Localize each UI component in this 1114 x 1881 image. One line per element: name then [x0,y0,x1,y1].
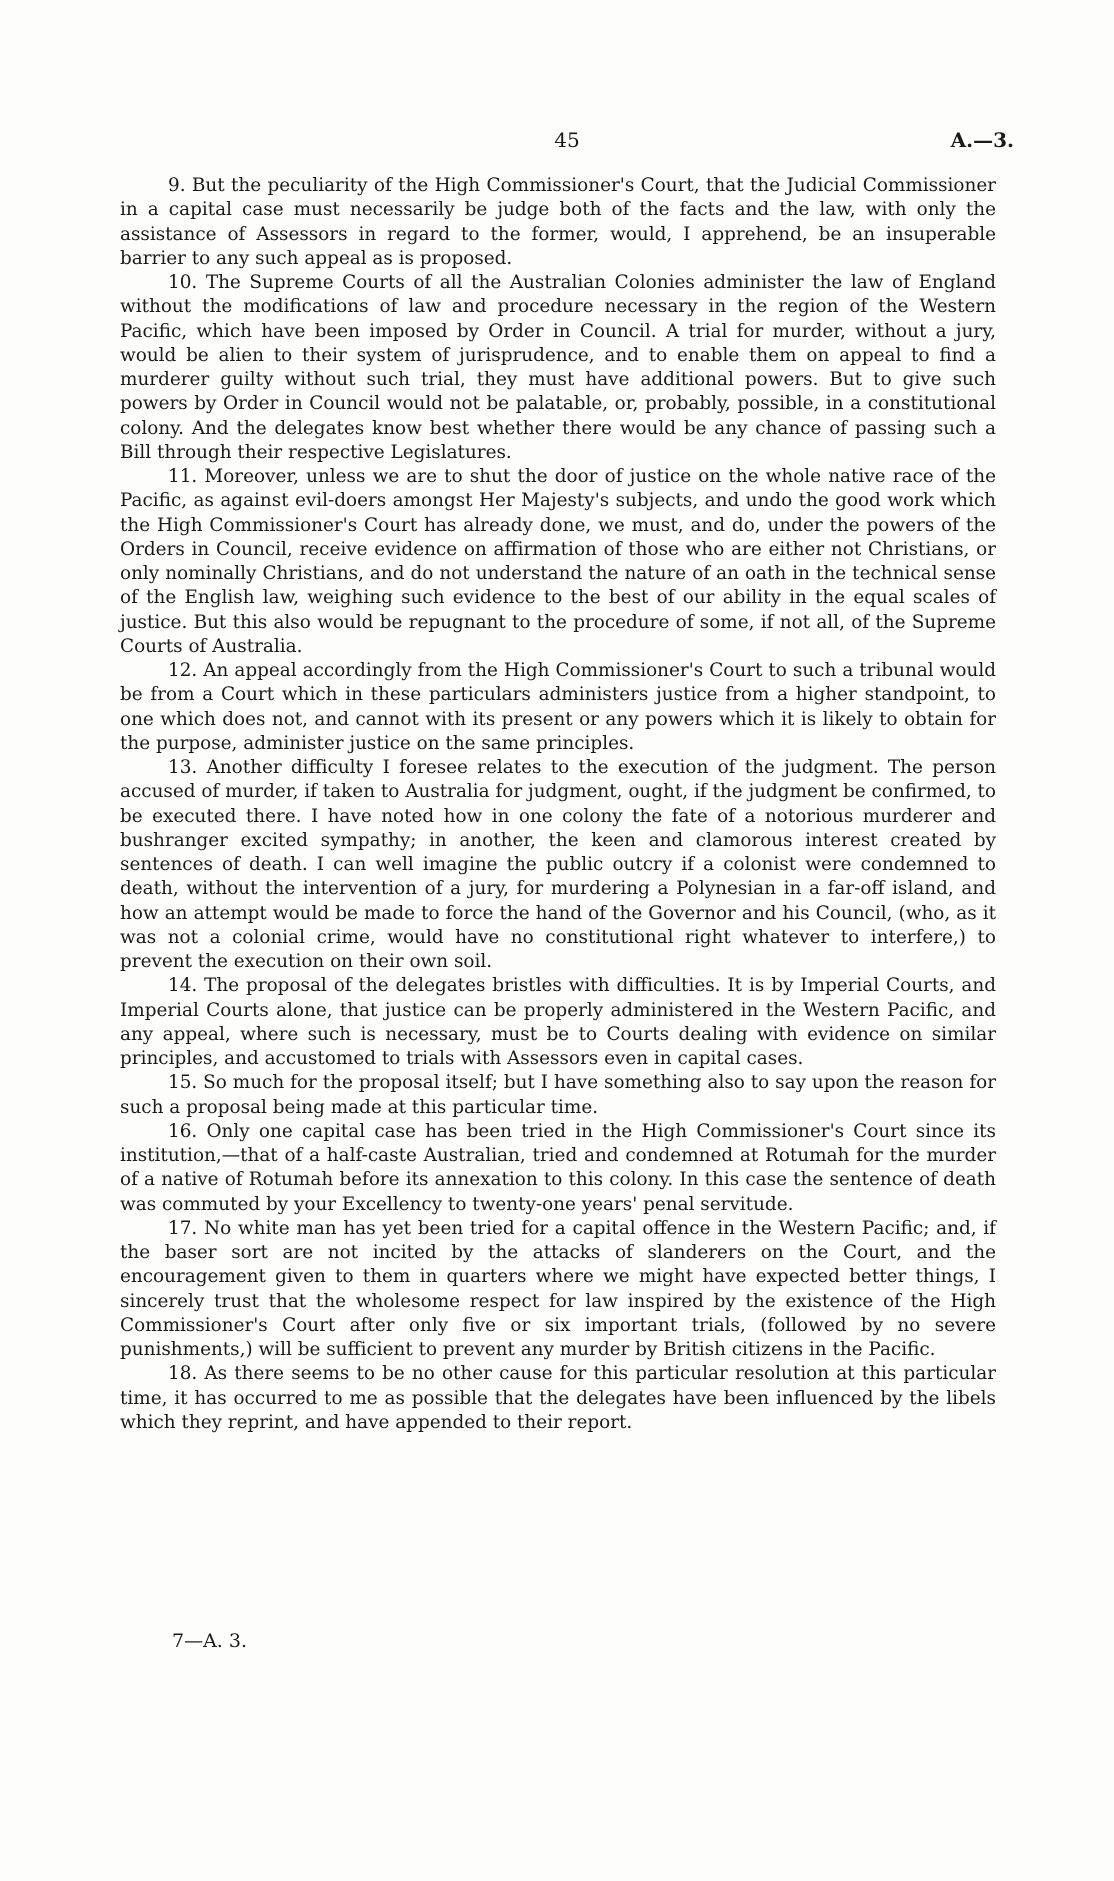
paragraph-13: 13. Another difficulty I foresee relates to the execution of the judgment. The person accused of murder, if taken to Australia for judgment, ought, if the judgment be confirmed, to be executed there. I have noted how in one colony the fate of a notorious murderer and bushranger excited sympathy; in another, the keen and clamorous interest created by sentences of death. I can well imagine the public outcry if a colonist were condemned to death, without the intervention of a jury, for murdering a Polynesian in a far-off island, and how an attempt would be made to force the hand of the Governor and his Council, (who, as it was not a colonial crime, would have no constitutional right whatever to interfere,) to prevent the execution on their own soil. [120,757,996,972]
page-header [120,128,1014,158]
paragraph-9: 9. But the peculiarity of the High Commissioner's Court, that the Judicial Commissioner in a capital case must necessarily be judge both of the facts and the law, with only the assistance of Assessors in regard to the former, would, I apprehend, be an insuperable barrier to any such appeal as is proposed. [120,175,996,269]
paragraph-11: 11. Moreover, unless we are to shut the door of justice on the whole native race of the Pacific, as against evil-doers amongst Her Majesty's subjects, and undo the good work which the High Commissioner's Court has already done, we must, and do, under the powers of the Orders in Council, receive evidence on affirmation of those who are either not Christians, or only nominally Christians, and do not understand the nature of an oath in the technical sense of the English law, weighing such evidence to the best of our ability in the equal scales of justice. But this also would be repugnant to the procedure of some, if not all, of the Supreme Courts of Australia. [120,466,996,657]
paragraph-12: 12. An appeal accordingly from the High Commissioner's Court to such a tribunal would be from a Court which in these particulars administers justice from a higher standpoint, to one which does not, and cannot with its present or any powers which it is likely to obtain for the purpose, administer justice on the same principles. [120,660,996,754]
paragraph-14: 14. The proposal of the delegates bristles with difficulties. It is by Imperial Courts, and Imperial Courts alone, that justice can be properly administered in the Western Pacific, and any appeal, where such is necessary, must be to Courts dealing with evidence on similar principles, and accustomed to trials with Assessors even in capital cases. [120,975,996,1069]
paragraph-15: 15. So much for the proposal itself; but I have something also to say upon the reason for such a proposal being made at this particular time. [120,1072,996,1118]
signature-mark: 7—A. 3. [172,1630,248,1652]
paragraph-16: 16. Only one capital case has been tried in the High Commissioner's Court since its institution,—that of a half-caste Australian, tried and condemned at Rotumah for the murder of a native of Rotumah before its annexation to this colony. In this case the sentence of death was commuted by your Excellency to twenty-one years' penal servitude. [120,1120,996,1215]
paragraph-10: 10. The Supreme Courts of all the Australian Colonies administer the law of England without the modifications of law and procedure necessary in the region of the Western Pacific, which have been imposed by Order in Council. A trial for murder, without a jury, would be alien to their system of jurisprudence, and to enable them on appeal to find a murderer guilty without such trial, they must have additional powers. But to give such powers by Order in Council would not be palatable, or, probably, possible, in a constitutional colony. And the delegates know best whether there would be any chance of passing such a Bill through their respective Legislatures. [120,272,996,463]
body-text [120,174,996,1435]
document-reference: A.—3. [950,128,1014,152]
paragraph-17: 17. No white man has yet been tried for a capital offence in the Western Pacific; and, if the baser sort are not incited by the attacks of slanderers on the Court, and the encouragement given to them in quarters where we might have expected better things, I sincerely trust that the wholesome respect for law inspired by the existence of the High Commissioner's Court after only five or six important trials, (followed by no severe punishments,) will be sufficient to prevent any murder by British citizens in the Pacific. [120,1217,996,1360]
paragraph-18: 18. As there seems to be no other cause for this particular resolution at this particular time, it has occurred to me as possible that the delegates have been influenced by the libels which they reprint, and have appended to their report. [120,1363,996,1433]
page-number: 45 [554,128,580,152]
